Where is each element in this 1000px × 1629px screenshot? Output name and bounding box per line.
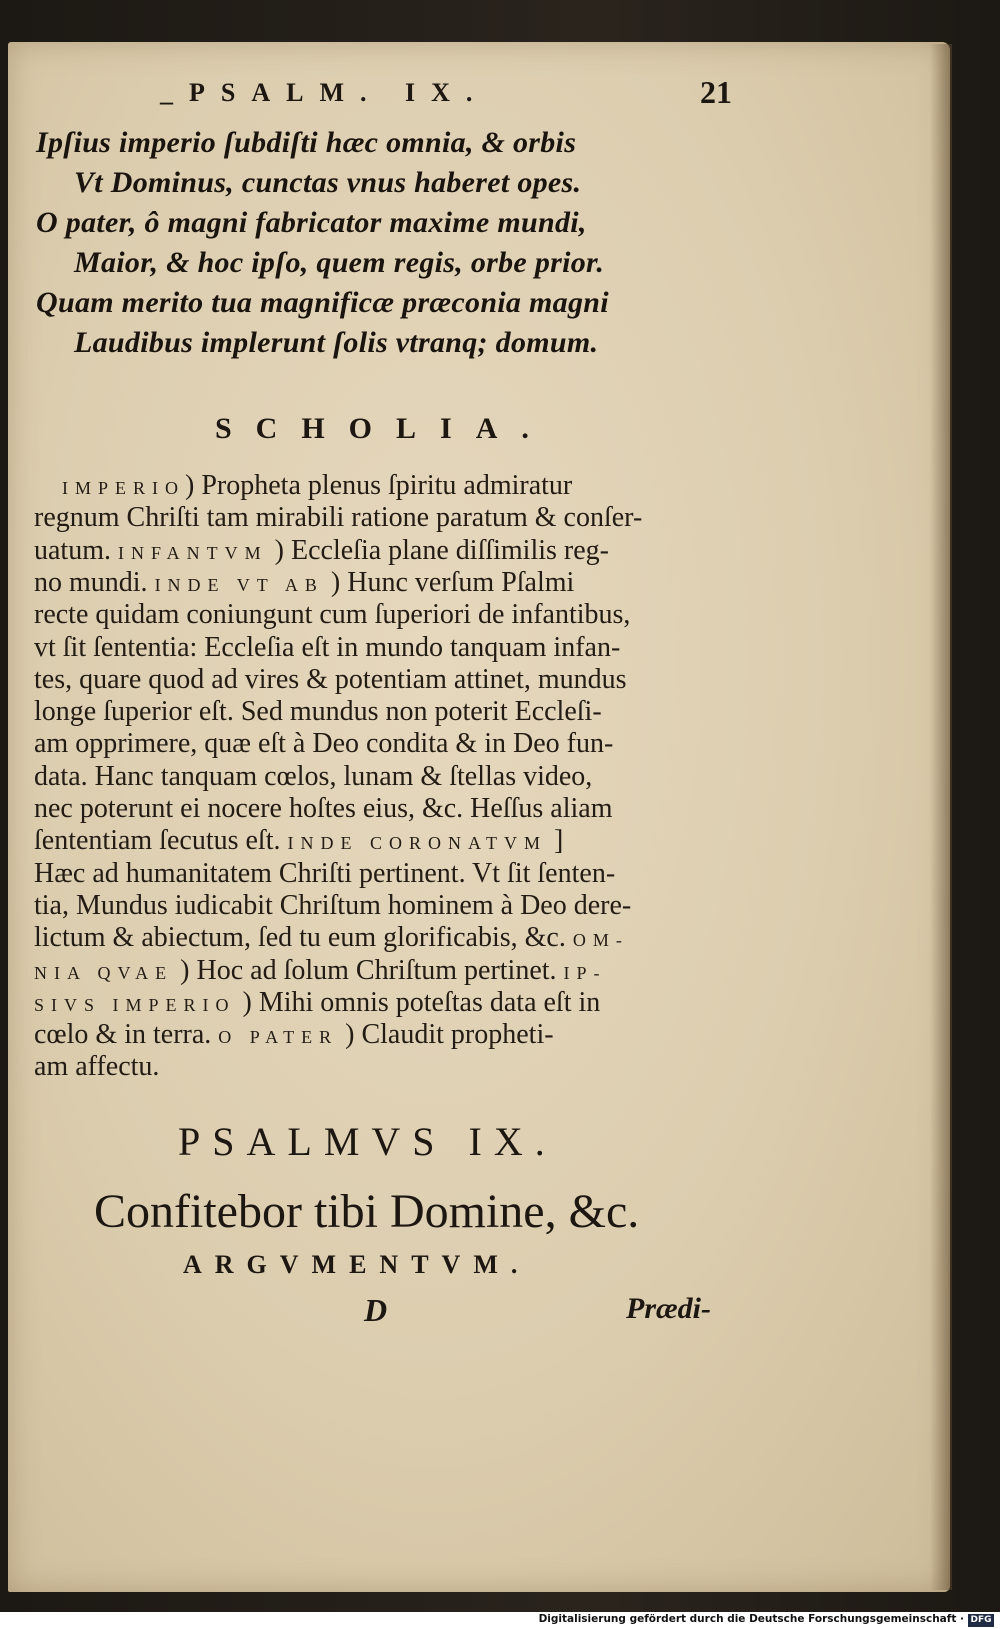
scholia-text-run: regnum Chriſti tam mirabili ratione paratum & conſer- [34,502,643,534]
scholia-line [34,761,734,793]
scholia-text-run: ) Propheta plenus ſpiritu admiratur [185,470,573,501]
lemma-small-caps: IMPERIO [62,478,186,498]
lemma-small-caps: IP- [563,962,607,983]
dfg-logo: DFG [968,1614,994,1627]
lemma-small-caps: INDE VT AB [154,574,324,595]
lemma-small-caps: INDE CORONATVM [287,833,547,854]
scholia-line [34,567,734,599]
scholia-line [34,858,734,890]
scholia-text-run: ) Claudit propheti- [338,1019,554,1051]
scholia-text-run: ſententiam ſecutus eſt. [34,825,288,857]
verse-line: Laudibus implerunt ſolis vtranq; domum. [74,326,599,359]
scholia-text-run: am affectu. [34,1051,160,1083]
scholia-line [34,825,734,857]
scholia-text-run: longe ſuperior eſt. Sed mundus non poterit Eccleſi- [34,696,602,728]
scholia-text-run: cœlo & in terra. [34,1019,219,1051]
page-edge-shadow [930,44,952,1590]
lemma-small-caps: OM- [572,930,629,951]
scholia-line [34,696,734,728]
scholia-heading: SCHOLIA. [215,412,553,445]
scholia-line [34,922,734,954]
lemma-small-caps: NIA QVAE [34,962,174,983]
scholia-line [34,632,734,664]
running-head: _PSALM. IX. [160,78,489,107]
scholia-text-run: uatum. [34,534,118,566]
verse-line: O pater, ô magni fabricator maxime mundi, [36,206,587,239]
scholia-line [34,1019,734,1051]
footer-credit: Digitalisierung gefördert durch die Deutsche Forschungsgemeinschaft · [538,1613,964,1625]
psalm-incipit: Confitebor tibi Domine, &c. [94,1185,640,1238]
verse-line: Ipſius imperio ſubdiſti hæc omnia, & orbis [36,126,577,159]
scholia-line [34,664,734,696]
scholia-text-run: lictum & abiectum, ſed tu eum glorificabis, &c. [34,922,573,954]
scholia-line [34,535,734,567]
scholia-text-run: data. Hanc tanquam cœlos, lunam & ſtellas video, [34,760,593,792]
verse-line: Maior, & hoc ipſo, quem regis, orbe prior. [74,246,605,279]
lemma-small-caps: INFANTVM [118,542,268,563]
scholia-text-run: recte quidam coniungunt cum ſuperiori de infantibus, [34,599,631,631]
scholia-text-run: tia, Mundus iudicabit Chriſtum hominem à Deo dere- [34,889,632,921]
scholia-text-run: no mundi. [34,566,155,598]
scholia-text-run: nec poterunt ei nocere hoſtes eius, &c. Heſſus aliam [34,793,613,824]
scholia-line [34,502,734,534]
argumentum-heading: ARGVMENTVM. [183,1250,531,1279]
scholia-text-run: ) Hunc verſum Pſalmi [323,566,575,598]
scholia-line [34,793,734,825]
scholia-line [34,955,734,987]
scholia-line [34,890,734,922]
psalm-title: PSALMVS IX. [178,1119,557,1164]
scholia-text-run: Hæc ad humanitatem Chriſti pertinent. Vt ſit ſenten- [34,857,616,889]
scholia-text-run: tes, quare quod ad vires & potentiam attinet, mundus [34,663,627,695]
scholia-line [62,470,762,502]
catchword: Prædi- [626,1292,711,1325]
scholia-text-run: ) Eccleſia plane diſſimilis reg- [267,534,609,566]
page-number: 21 [700,74,732,110]
verse-line: Quam merito tua magnificæ præconia magni [36,286,609,319]
lemma-small-caps: O PATER [218,1027,339,1048]
scholia-text-run: ) Mihi omnis poteſtas data eſt in [235,986,601,1018]
scholia-line [34,1051,734,1083]
scholia-text-run: vt ſit ſententia: Eccleſia eſt in mundo tanquam infan- [34,631,621,663]
scholia-text-run: ] [546,825,564,857]
scholia-line [34,599,734,631]
scholia-line [34,987,734,1019]
lemma-small-caps: SIVS IMPERIO [34,994,236,1015]
scholia-line [34,728,734,760]
signature-mark: D [364,1292,388,1328]
scholia-text-run: ) Hoc ad ſolum Chriſtum pertinet. [173,954,564,986]
verse-line: Vt Dominus, cunctas vnus haberet opes. [74,166,582,199]
scholia-text-run: am opprimere, quæ eſt à Deo condita & in Deo fun- [34,728,614,760]
